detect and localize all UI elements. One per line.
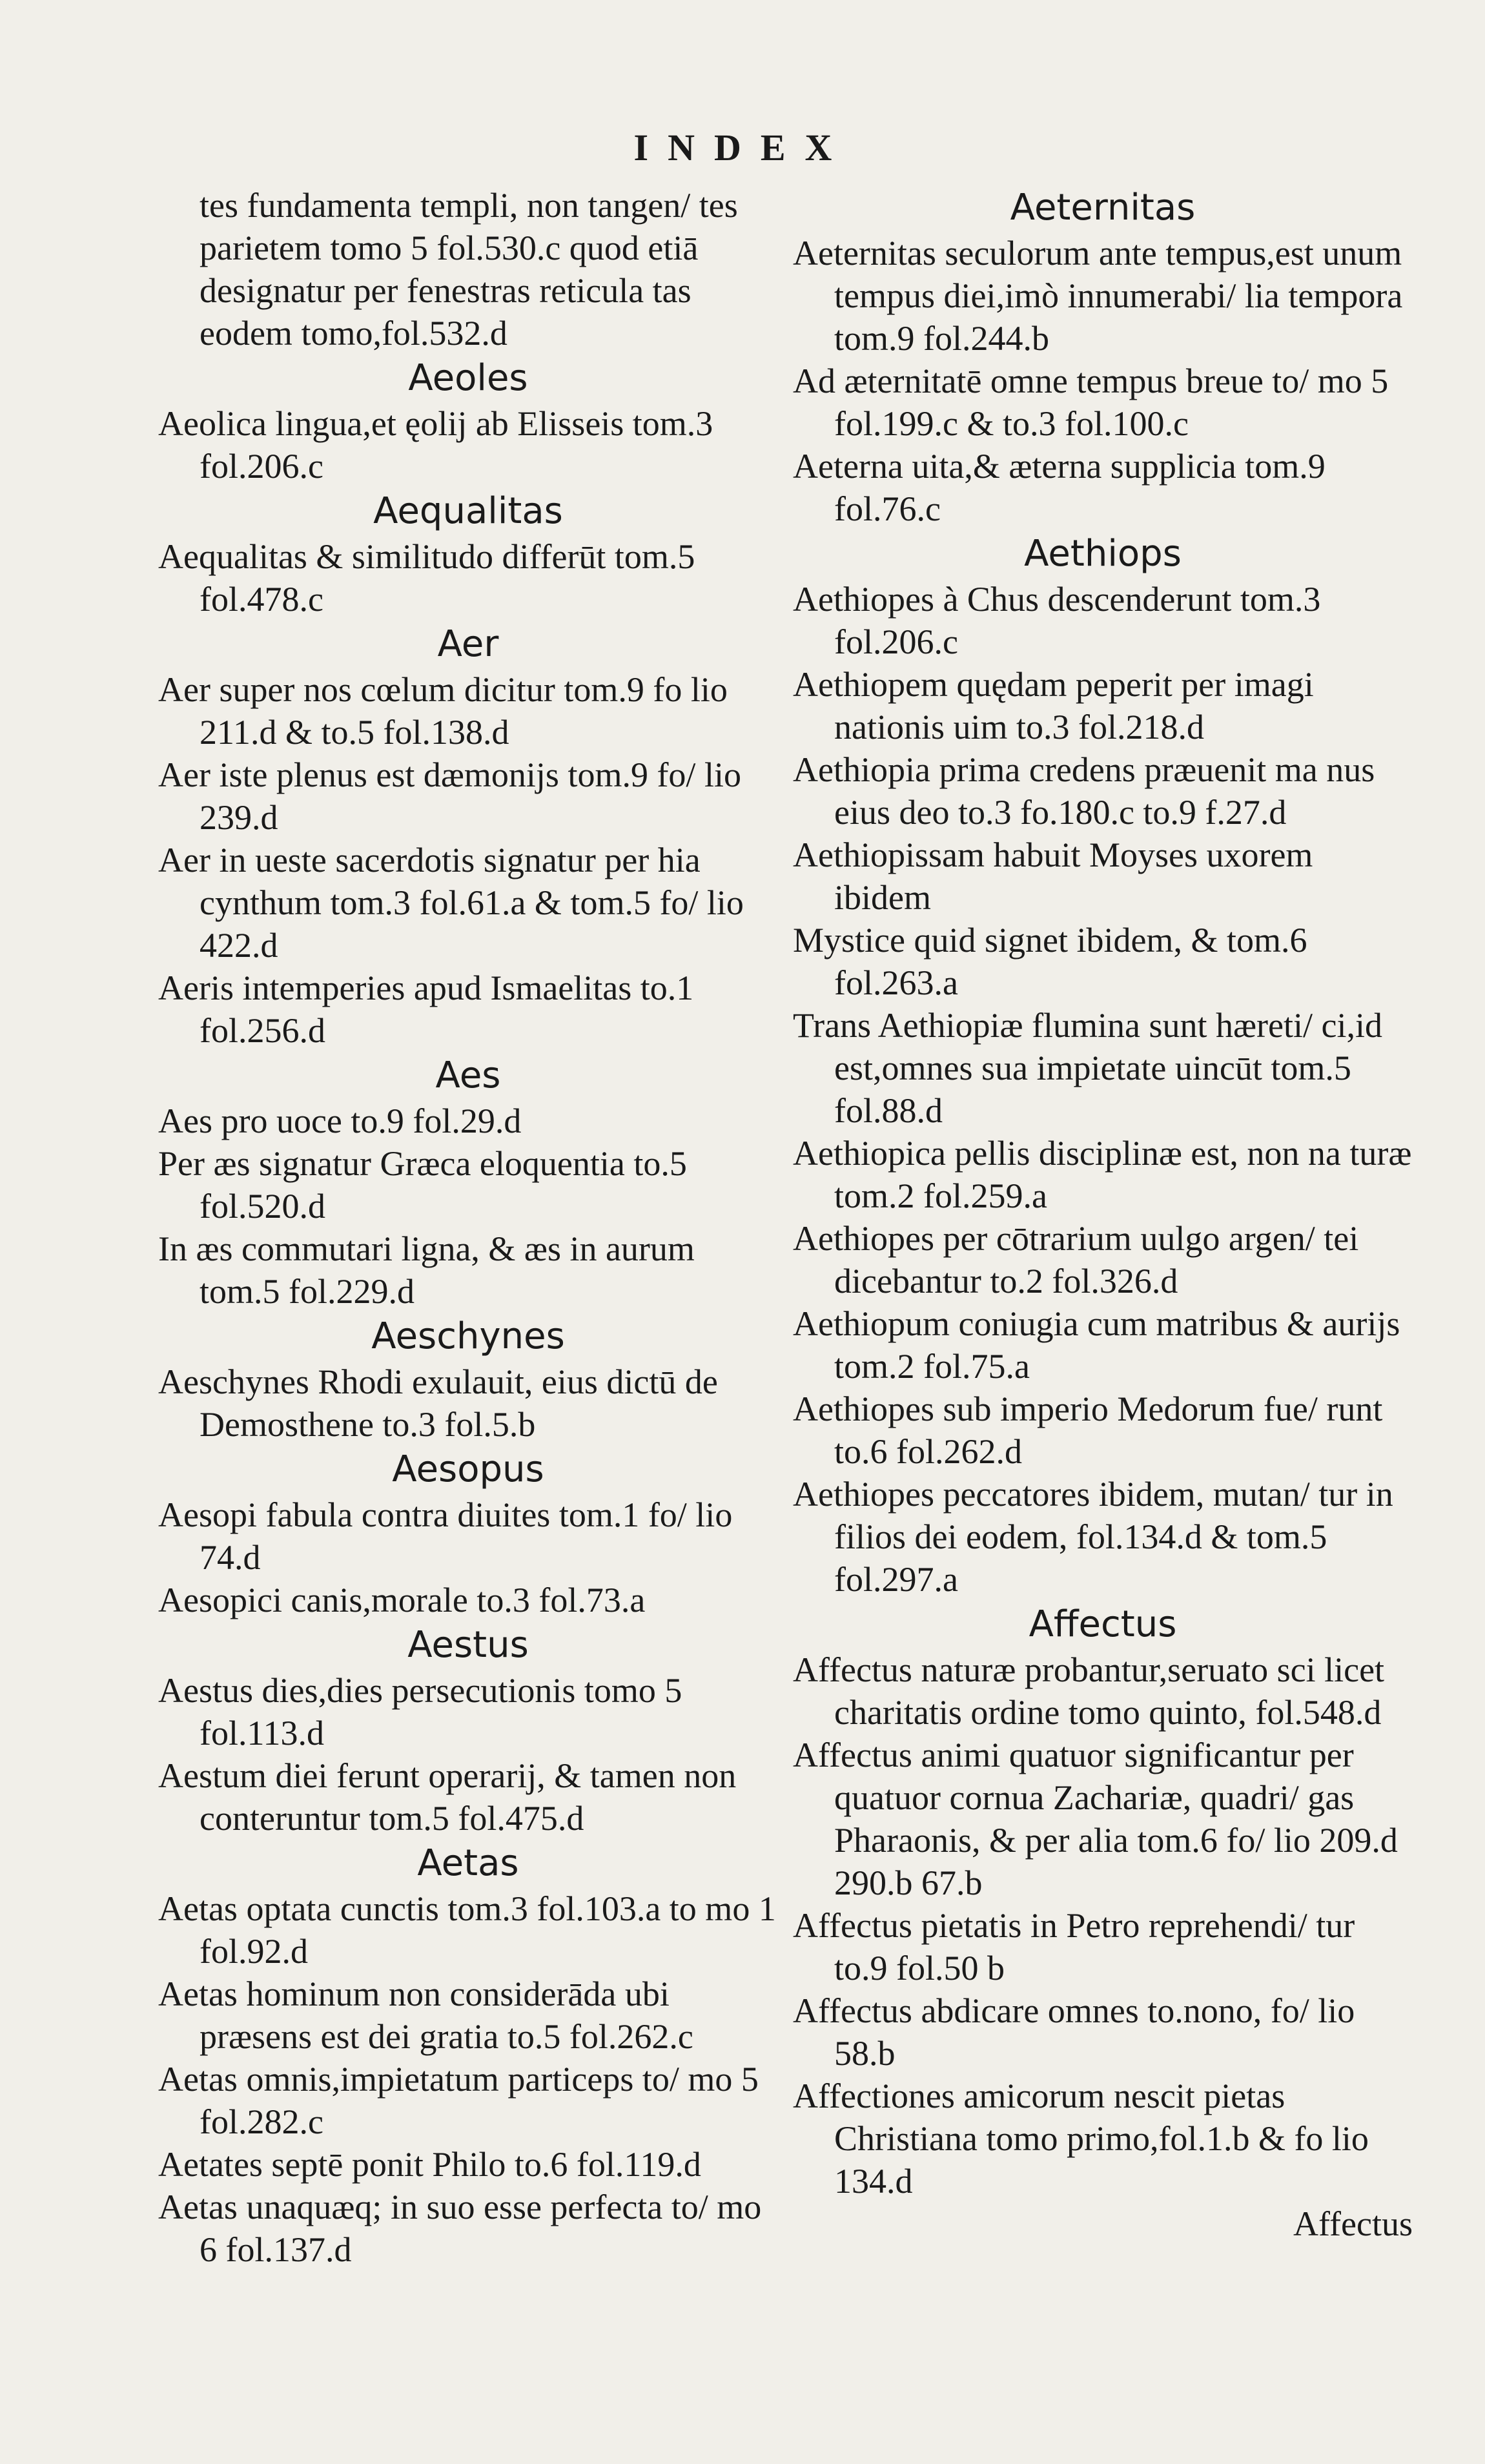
index-heading: Aeschynes (371, 1315, 565, 1357)
right-column (793, 184, 1413, 2245)
index-entry: Affectus animi quatuor significantur per quatuor cornua Zachariæ, quadri/ gas Pharaonis, & per alia tom.6 fo/ lio 209.d 290.b 67.b (793, 1736, 1398, 1902)
index-entry: Aethiopes peccatores ibidem, mutan/ tur in filios dei eodem, fol.134.d & tom.5 fol.297.a (793, 1475, 1393, 1599)
index-heading: Aequalitas (373, 490, 563, 532)
index-entry: Aesopici canis,morale to.3 fol.73.a (158, 1581, 646, 1619)
index-entry: Aethiopissam habuit Moyses uxorem ibidem (793, 836, 1313, 917)
index-entry: tes fundamenta templi, non tangen/ tes parietem tomo 5 fol.530.c quod etiā designatur per fenestras reticula tas eodem tomo,fol.532.d (200, 186, 738, 353)
index-heading: Aetas (417, 1842, 519, 1884)
index-entry: Aethiopem quędam peperit per imagi nationis uim to.3 fol.218.d (793, 665, 1314, 746)
index-entry: Affectus abdicare omnes to.nono, fo/ lio 58.b (793, 1991, 1355, 2073)
index-heading: Aestus (407, 1624, 529, 1666)
index-entry: Aestus dies,dies persecutionis tomo 5 fol.113.d (158, 1671, 682, 1752)
catchword: Affectus (1293, 2204, 1413, 2243)
index-heading: Aethiops (1024, 533, 1182, 575)
index-entry: Affectus pietatis in Petro reprehendi/ tur to.9 fol.50 b (793, 1906, 1355, 1987)
index-entry: Affectiones amicorum nescit pietas Christiana tomo primo,fol.1.b & fo lio 134.d (793, 2077, 1369, 2201)
index-entry: Aetas hominum non considerāda ubi præsens est dei gratia to.5 fol.262.c (158, 1975, 693, 2056)
left-column (158, 184, 778, 2271)
index-entry: Aethiopes à Chus descenderunt tom.3 fol.206.c (793, 580, 1321, 661)
index-heading: Aes (435, 1054, 501, 1096)
index-heading: Aeternitas (1010, 187, 1196, 229)
index-entry: Aetates septē ponit Philo to.6 fol.119.d (158, 2145, 701, 2184)
index-heading: Affectus (1029, 1603, 1177, 1645)
index-entry: Per æs signatur Græca eloquentia to.5 fol.520.d (158, 1144, 687, 1226)
index-entry: Aeris intemperies apud Ismaelitas to.1 fol.256.d (158, 969, 694, 1050)
index-entry: Aesopi fabula contra diuites tom.1 fo/ lio 74.d (158, 1495, 733, 1577)
index-heading: Aer (437, 623, 499, 665)
index-entry: Aethiopia prima credens præuenit ma nus eius deo to.3 fo.180.c to.9 f.27.d (793, 750, 1375, 832)
index-entry: Ad æternitatē omne tempus breue to/ mo 5 fol.199.c & to.3 fol.100.c (793, 362, 1389, 443)
index-heading: Aeoles (408, 357, 528, 399)
index-entry: Aequalitas & similitudo differūt tom.5 fol.478.c (158, 537, 695, 619)
index-entry: Aethiopum coniugia cum matribus & aurijs tom.2 fol.75.a (793, 1304, 1400, 1386)
index-entry: Mystice quid signet ibidem, & tom.6 fol.263.a (793, 921, 1307, 1002)
index-entry: Aes pro uoce to.9 fol.29.d (158, 1102, 522, 1140)
index-entry: Aetas omnis,impietatum particeps to/ mo 5 fol.282.c (158, 2060, 759, 2141)
index-entry: Aer iste plenus est dæmonijs tom.9 fo/ lio 239.d (158, 755, 741, 837)
index-entry: Aestum diei ferunt operarij, & tamen non conteruntur tom.5 fol.475.d (158, 1756, 737, 1838)
page-header: INDEX (633, 127, 852, 169)
index-entry: Aer in ueste sacerdotis signatur per hia cynthum tom.3 fol.61.a & tom.5 fo/ lio 422.d (158, 841, 744, 965)
index-entry: Aer super nos cœlum dicitur tom.9 fo lio 211.d & to.5 fol.138.d (158, 670, 728, 752)
index-entry: Aeolica lingua,et ęolij ab Elisseis tom.3 fol.206.c (158, 404, 713, 486)
index-entry: Trans Aethiopiæ flumina sunt hæreti/ ci,id est,omnes sua impietate uincūt tom.5 fol.88.d (793, 1006, 1382, 1130)
index-entry: Aetas unaquæq; in suo esse perfecta to/ mo 6 fol.137.d (158, 2188, 762, 2269)
index-heading: Aesopus (392, 1448, 544, 1490)
index-entry: Aeterna uita,& æterna supplicia tom.9 fol.76.c (793, 447, 1326, 528)
index-entry: Aeternitas seculorum ante tempus,est unum tempus diei,imò innumerabi/ lia tempora tom.9 fol.244.b (793, 234, 1403, 358)
index-entry: Aethiopes sub imperio Medorum fue/ runt to.6 fol.262.d (793, 1390, 1383, 1471)
index-entry: Affectus naturæ probantur,seruato sci licet charitatis ordine tomo quinto, fol.548.d (793, 1650, 1385, 1732)
index-entry: Aethiopes per cōtrarium uulgo argen/ tei dicebantur to.2 fol.326.d (793, 1219, 1359, 1300)
index-entry: Aeschynes Rhodi exulauit, eius dictū de Demosthene to.3 fol.5.b (158, 1362, 718, 1444)
index-entry: In æs commutari ligna, & æs in aurum tom.5 fol.229.d (158, 1229, 695, 1311)
index-entry: Aethiopica pellis disciplinæ est, non na turæ tom.2 fol.259.a (793, 1134, 1412, 1215)
index-entry: Aetas optata cunctis tom.3 fol.103.a to mo 1 fol.92.d (158, 1889, 776, 1971)
